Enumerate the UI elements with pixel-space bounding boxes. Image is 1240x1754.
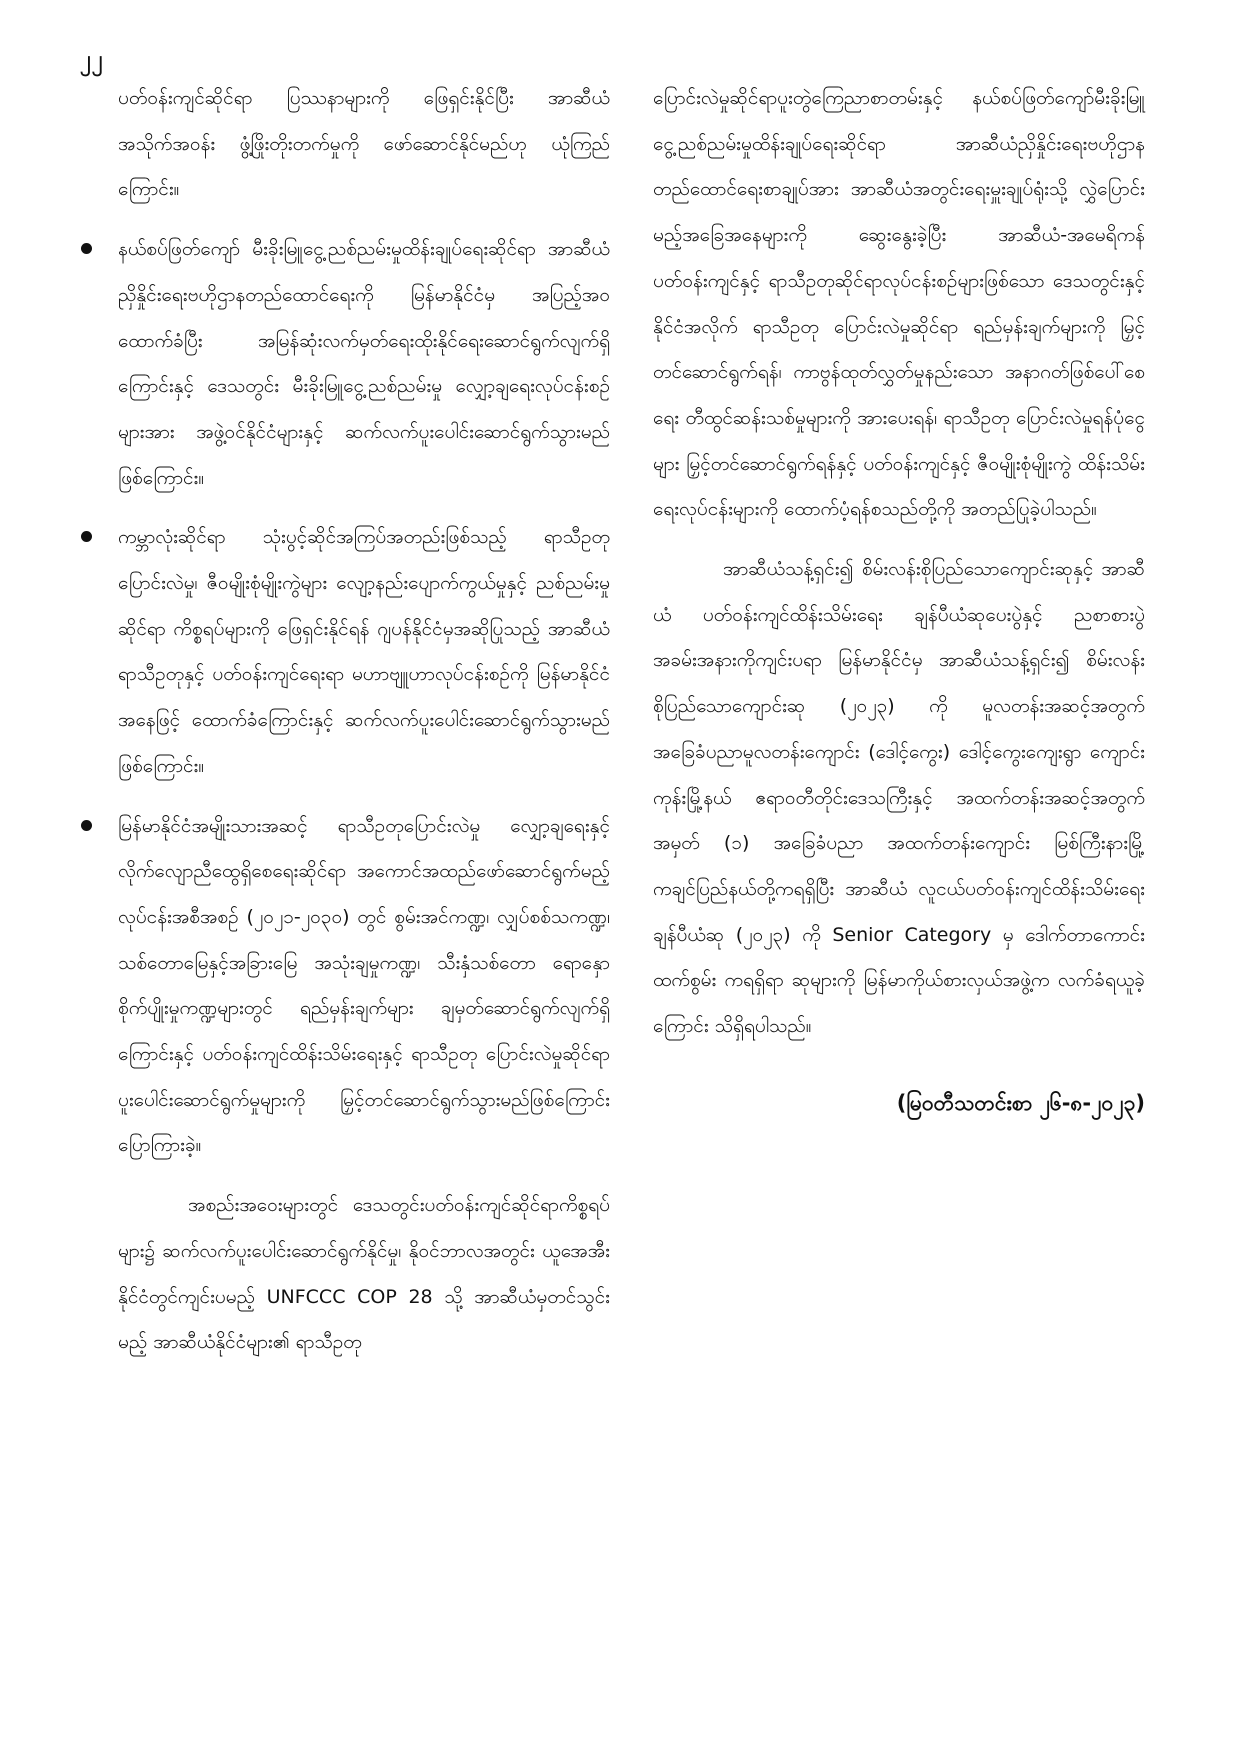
- bullet-item: [118, 804, 610, 1170]
- bullet-text: နယ်စပ်ဖြတ်ကျော် မီးခိုးမြူငွေ့ညစ်ညမ်းမှုထိန်းချုပ်ရေးဆိုင်ရာ အာဆီယံညှိနှိုင်းရေးဗဟိုဌာနတည်ထောင်ရေးကို မြန်မာနိုင်ငံမှ အပြည့်အဝထောက်ခံပြီး အမြန်ဆုံးလက်မှတ်ရေးထိုးနိုင်ရေးဆောင်ရွက်လျက်ရှိကြောင်းနှင့် ဒေသတွင်း မီးခိုးမြူငွေ့ညစ်ညမ်းမှု လျှော့ချရေးလုပ်ငန်းစဉ်များအား အဖွဲ့ဝင်နိုင်ငံများနှင့် ဆက်လက်ပူးပေါင်းဆောင်ရွက်သွားမည်ဖြစ်ကြောင်း။: [118, 238, 610, 489]
- awards-paragraph: အာဆီယံသန့်ရှင်း၍ စိမ်းလန်းစိုပြည်သောကျောင်းဆုနှင့် အာဆီယံ ပတ်ဝန်းကျင်ထိန်းသိမ်းရေး ချန်ပီယံဆုပေးပွဲနှင့် ညစာစားပွဲအခမ်းအနားကိုကျင်းပရာ မြန်မာနိုင်ငံမှ အာဆီယံသန့်ရှင်း၍ စိမ်းလန်းစိုပြည်သောကျောင်းဆု (၂၀၂၃) ကို မူလတန်းအဆင့်အတွက် အခြေခံပညာမူလတန်းကျောင်း (ဒေါင့်ကွေး) ဒေါင့်ကွေးကျေးရွာ ကျောင်းကုန်းမြို့နယ် ဧရာဝတီတိုင်းဒေသကြီးနှင့် အထက်တန်းအဆင့်အတွက် အမှတ် (၁) အခြေခံပညာ အထက်တန်းကျောင်း မြစ်ကြီးနားမြို့ ကချင်ပြည်နယ်တို့ကရရှိပြီး အာဆီယံ လူငယ်ပတ်ဝန်းကျင်ထိန်းသိမ်းရေး ချန်ပီယံဆု (၂၀၂၃) ကို Senior Category မှ ဒေါက်တာကောင်းထက်စွမ်း ကရရှိရာ ဆုများကို မြန်မာကိုယ်စားလှယ်အဖွဲ့က လက်ခံရယူခဲ့ကြောင်း သိရှိရပါသည်။: [653, 558, 1145, 1038]
- bullet-dot-icon: [81, 243, 92, 254]
- bullet-text: မြန်မာနိုင်ငံအမျိုးသားအဆင့် ရာသီဥတုပြောင်းလဲမှု လျှော့ချရေးနှင့် လိုက်လျောညီထွေရှိစေရေးဆိုင်ရာ အကောင်အထည်ဖော်ဆောင်ရွက်မည့် လုပ်ငန်းအစီအစဉ် (၂၀၂၁-၂၀၃၀) တွင် စွမ်းအင်ကဏ္ဍ၊ လျှပ်စစ်သကဏ္ဍ၊ သစ်တောမြေနှင့်အခြားမြေ အသုံးချမှုကဏ္ဍ၊ သီးနှံသစ်တော ရောနှောစိုက်ပျိုးမှုကဏ္ဍများတွင် ရည်မှန်းချက်များ ချမှတ်ဆောင်ရွက်လျက်ရှိကြောင်းနှင့် ပတ်ဝန်းကျင်ထိန်းသိမ်းရေးနှင့် ရာသီဥတု ပြောင်းလဲမှုဆိုင်ရာပူးပေါင်းဆောင်ရွက်မှုများကို မြှင့်တင်ဆောင်ရွက်သွားမည်ဖြစ်ကြောင်း ပြောကြားခဲ့။: [118, 814, 610, 1157]
- bullet-text: ကမ္ဘာလုံးဆိုင်ရာ သုံးပွင့်ဆိုင်အကြပ်အတည်းဖြစ်သည့် ရာသီဥတုပြောင်းလဲမှု၊ ဇီဝမျိုးစုံမျိုးကွဲများ လျော့နည်းပျောက်ကွယ်မှုနှင့် ညစ်ညမ်းမှုဆိုင်ရာ ကိစ္စရပ်များကို ဖြေရှင်းနိုင်ရန် ဂျပန်နိုင်ငံမှအဆိုပြုသည့် အာဆီယံရာသီဥတုနှင့် ပတ်ဝန်းကျင်ရေးရာ မဟာဗျူဟာလုပ်ငန်းစဉ်ကို မြန်မာနိုင်ငံအနေဖြင့် ထောက်ခံကြောင်းနှင့် ဆက်လက်ပူးပေါင်းဆောင်ရွက်သွားမည်ဖြစ်ကြောင်း။: [118, 526, 610, 777]
- left-column: [118, 76, 610, 1380]
- page-number: ၂၂: [80, 47, 104, 72]
- closing-paragraph: အစည်းအဝေးများတွင် ဒေသတွင်းပတ်ဝန်းကျင်ဆိုင်ရာကိစ္စရပ်များ၌ ဆက်လက်ပူးပေါင်းဆောင်ရွက်နိုင်မှု၊ နိုဝင်ဘာလအတွင်း ယူအေအီးနိုင်ငံတွင်ကျင်းပမည့် UNFCCC COP 28 သို့ အာဆီယံမှတင်သွင်းမည့် အာဆီယံနိုင်ငံများ၏ ရာသီဥတု: [118, 1194, 610, 1354]
- intro-paragraph: ပတ်ဝန်းကျင်ဆိုင်ရာ ပြဿနာများကို ဖြေရှင်းနိုင်ပြီး အာဆီယံအသိုက်အဝန်း ဖွံ့ဖြိုးတိုးတက်မှုကို ဖော်ဆောင်နိုင်မည်ဟု ယုံကြည်ကြောင်း။: [118, 87, 610, 201]
- bullet-dot-icon: [81, 531, 92, 542]
- bullet-item: [118, 515, 610, 789]
- bullet-dot-icon: [81, 820, 92, 831]
- source-wrapper: [653, 1090, 1145, 1150]
- right-column: [653, 76, 1145, 1150]
- continuation-paragraph: ပြောင်းလဲမှုဆိုင်ရာပူးတွဲကြေညာစာတမ်းနှင့် နယ်စပ်ဖြတ်ကျော်မီးခိုးမြူငွေ့ညစ်ညမ်းမှုထိန်းချုပ်ရေးဆိုင်ရာ အာဆီယံညှိနှိုင်းရေးဗဟိုဌာန တည်ထောင်ရေးစာချုပ်အား အာဆီယံအတွင်းရေးမှူးချုပ်ရုံးသို့ လွှဲပြောင်းမည့်အခြေအနေများကို ဆွေးနွေးခဲ့ပြီး အာဆီယံ-အမေရိကန် ပတ်ဝန်းကျင်နှင့် ရာသီဥတုဆိုင်ရာလုပ်ငန်းစဉ်များဖြစ်သော ဒေသတွင်းနှင့်နိုင်ငံအလိုက် ရာသီဥတု ပြောင်းလဲမှုဆိုင်ရာ ရည်မှန်းချက်များကို မြှင့်တင်ဆောင်ရွက်ရန်၊ ကာဗွန်ထုတ်လွှတ်မှုနည်းသော အနာဂတ်ဖြစ်ပေါ်စေရေး တီထွင်ဆန်းသစ်မှုများကို အားပေးရန်၊ ရာသီဥတု ပြောင်းလဲမှုရန်ပုံငွေများ မြှင့်တင်ဆောင်ရွက်ရန်နှင့် ပတ်ဝန်းကျင်နှင့် ဇီဝမျိုးစုံမျိုးကွဲ ထိန်းသိမ်းရေးလုပ်ငန်းများကို ထောက်ပံ့ရန်စသည်တို့ကို အတည်ပြုခဲ့ပါသည်။: [653, 87, 1145, 521]
- source-citation: (မြဝတီသတင်းစာ ၂၆-၈-၂၀၂၃): [896, 1090, 1145, 1115]
- bullet-item: [118, 227, 610, 501]
